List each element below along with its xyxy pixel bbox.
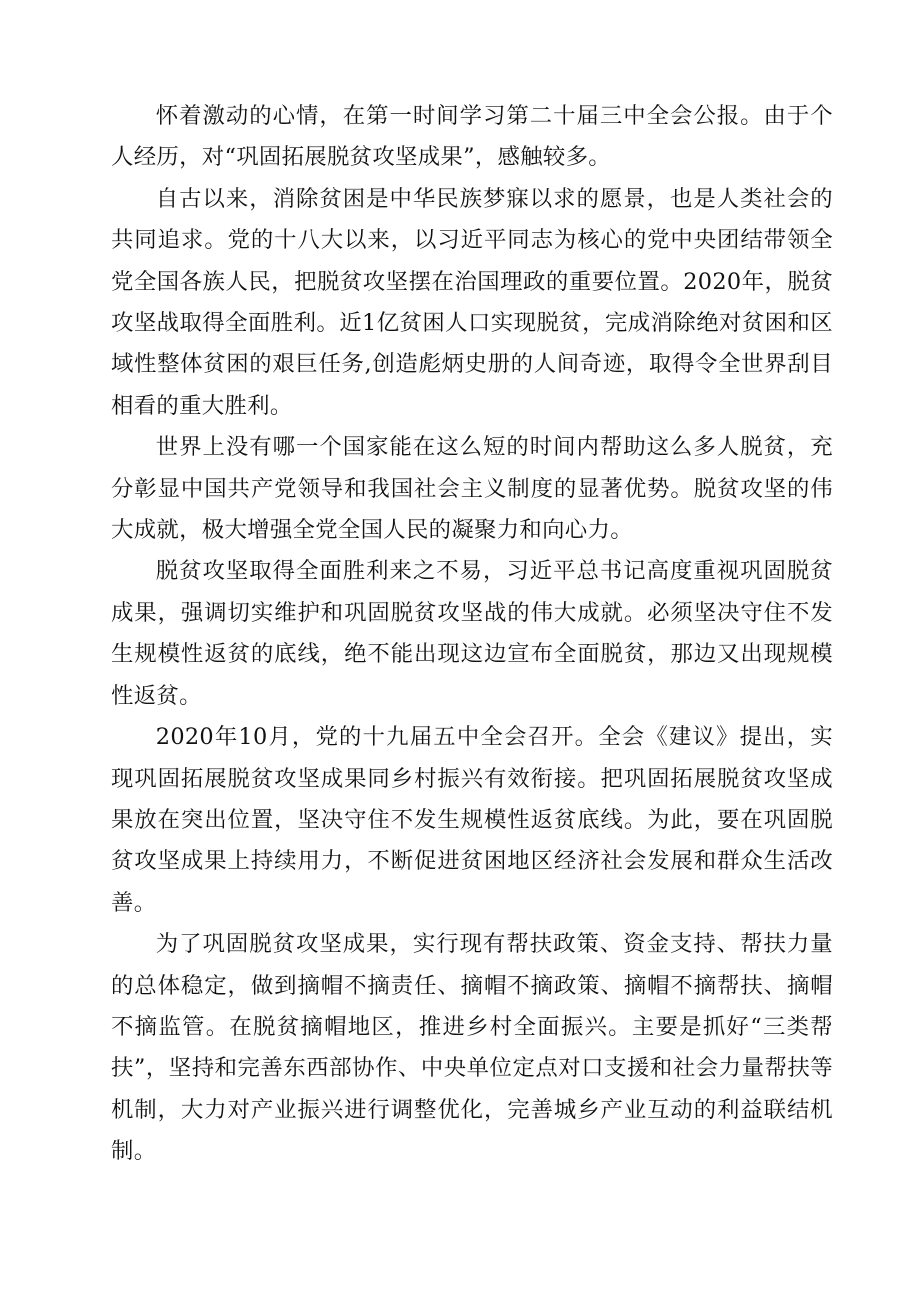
paragraph-6: 为了巩固脱贫攻坚成果，实行现有帮扶政策、资金支持、帮扶力量的总体稳定，做到摘帽不摘责任、摘帽不摘政策、摘帽不摘帮扶、摘帽不摘监管。在脱贫摘帽地区，推进乡村全面振兴。主要是抓好“三类帮扶”，坚持和完善东西部协作、中央单位定点对口支援和社会力量帮扶等机制，大力对产业振兴进行调整优化，完善城乡产业互动的利益联结机制。: [111, 931, 833, 1165]
paragraph-4: 脱贫攻坚取得全面胜利来之不易，习近平总书记高度重视巩固脱贫成果，强调切实维护和巩固脱贫攻坚战的伟大成就。必须坚决守住不发生规模性返贫的底线，绝不能出现这边宣布全面脱贫，那边又出现规模性返贫。: [111, 558, 833, 709]
paragraph-3: 世界上没有哪一个国家能在这么短的时间内帮助这么多人脱贫，充分彰显中国共产党领导和我国社会主义制度的显著优势。脱贫攻坚的伟大成就，极大增强全党全国人民的凝聚力和向心力。: [111, 434, 833, 544]
paragraph-2: 自古以来，消除贫困是中华民族梦寐以求的愿景，也是人类社会的共同追求。党的十八大以来，以习近平同志为核心的党中央团结带领全党全国各族人民，把脱贫攻坚摆在治国理政的重要位置。2020年，脱贫攻坚战取得全面胜利。近1亿贫困人口实现脱贫，完成消除绝对贫困和区域性整体贫困的艰巨任务,创造彪炳史册的人间奇迹，取得令全世界刮目相看的重大胜利。: [111, 185, 833, 419]
paragraph-1: 怀着激动的心情，在第一时间学习第二十届三中全会公报。由于个人经历，对“巩固拓展脱贫攻坚成果”，感触较多。: [111, 103, 833, 171]
document-body: [111, 96, 833, 1173]
paragraph-5: 2020年10月，党的十九届五中全会召开。全会《建议》提出，实现巩固拓展脱贫攻坚成果同乡村振兴有效衔接。把巩固拓展脱贫攻坚成果放在突出位置，坚决守住不发生规模性返贫底线。为此，要在巩固脱贫攻坚成果上持续用力，不断促进贫困地区经济社会发展和群众生活改善。: [111, 724, 833, 916]
